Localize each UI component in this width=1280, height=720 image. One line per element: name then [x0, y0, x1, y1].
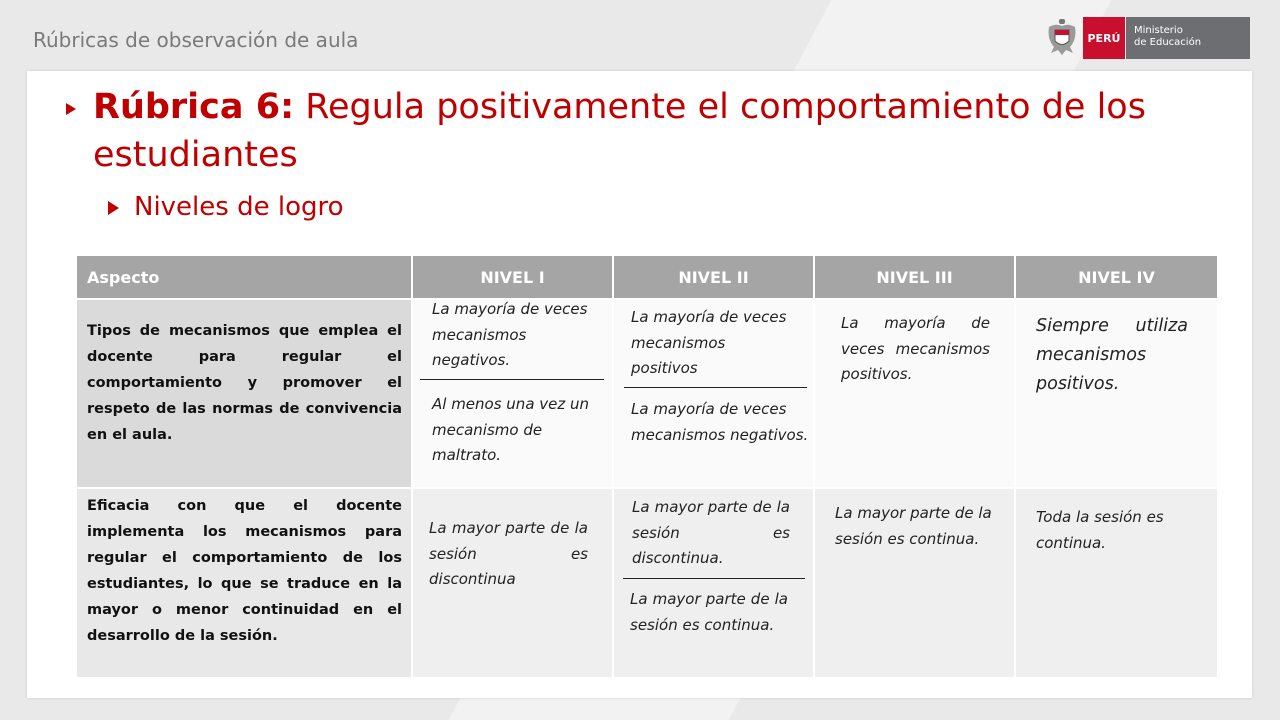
section-title: Rúbricas de observación de aula: [33, 28, 359, 52]
header-nivel-3: NIVEL III: [815, 256, 1014, 298]
row2-nivel1-text: La mayor parte de la sesión es discontinua: [429, 519, 588, 588]
triangle-bullet-icon: [66, 103, 76, 115]
row2-aspect-text: Eficacia con que el docente implementa los mecanismos para regular el comportamiento de los estudiantes, lo que se traduce en la mayor o menor continuidad en el desarrollo de la sesión.: [87, 498, 402, 644]
coat-of-arms-icon: [1046, 17, 1078, 59]
header-nivel-1: NIVEL I: [413, 256, 612, 298]
ministry-line-1: Ministerio: [1134, 25, 1183, 36]
row2-nivel3-text: La mayor parte de la sesión es continua.: [835, 504, 992, 548]
row1-nivel2-divider: [624, 387, 807, 388]
header-aspecto: Aspecto: [77, 256, 411, 298]
header-nivel-2: NIVEL II: [614, 256, 813, 298]
row2-nivel2-text-b: La mayor parte de la sesión es continua.: [630, 590, 788, 634]
ministry-line-2: de Educación: [1134, 37, 1202, 48]
ministry-name: [1126, 17, 1250, 59]
row2-nivel2-text-a: La mayor parte de la sesión es discontinua.: [632, 498, 790, 567]
row2-nivel4-text: Toda la sesión es continua.: [1036, 508, 1164, 552]
header-nivel-4: NIVEL IV: [1016, 256, 1217, 298]
row1-nivel3-text: La mayoría de veces mecanismos positivos.: [841, 314, 990, 383]
title-bold: Rúbrica 6:: [93, 87, 295, 127]
title-rest: Regula positivamente el comportamiento de los estudiantes: [93, 87, 1146, 175]
row1-nivel2-text-a: La mayoría de veces mecanismos positivos: [631, 308, 787, 377]
row1-nivel1-text-a: La mayoría de veces mecanismos negativos.: [432, 300, 588, 369]
row1-aspect-text: Tipos de mecanismos que emplea el docente para regular el comportamiento y promover el respeto de las normas de convivencia en el aula.: [87, 323, 402, 443]
row2-nivel2-divider: [623, 578, 805, 579]
triangle-bullet-icon: [108, 201, 119, 215]
subtitle: Niveles de logro: [134, 192, 344, 222]
row1-nivel2-text-b: La mayoría de veces mecanismos negativos.: [631, 400, 809, 444]
row1-nivel4-text: Siempre utiliza mecanismos positivos.: [1036, 316, 1188, 394]
peru-badge: PERÚ: [1083, 17, 1125, 59]
slide-title: [93, 83, 1173, 179]
row1-nivel1-divider: [420, 379, 604, 380]
row1-nivel1-text-b: Al menos una vez un mecanismo de maltrato.: [432, 395, 590, 464]
ministry-logo: [1046, 17, 1250, 59]
